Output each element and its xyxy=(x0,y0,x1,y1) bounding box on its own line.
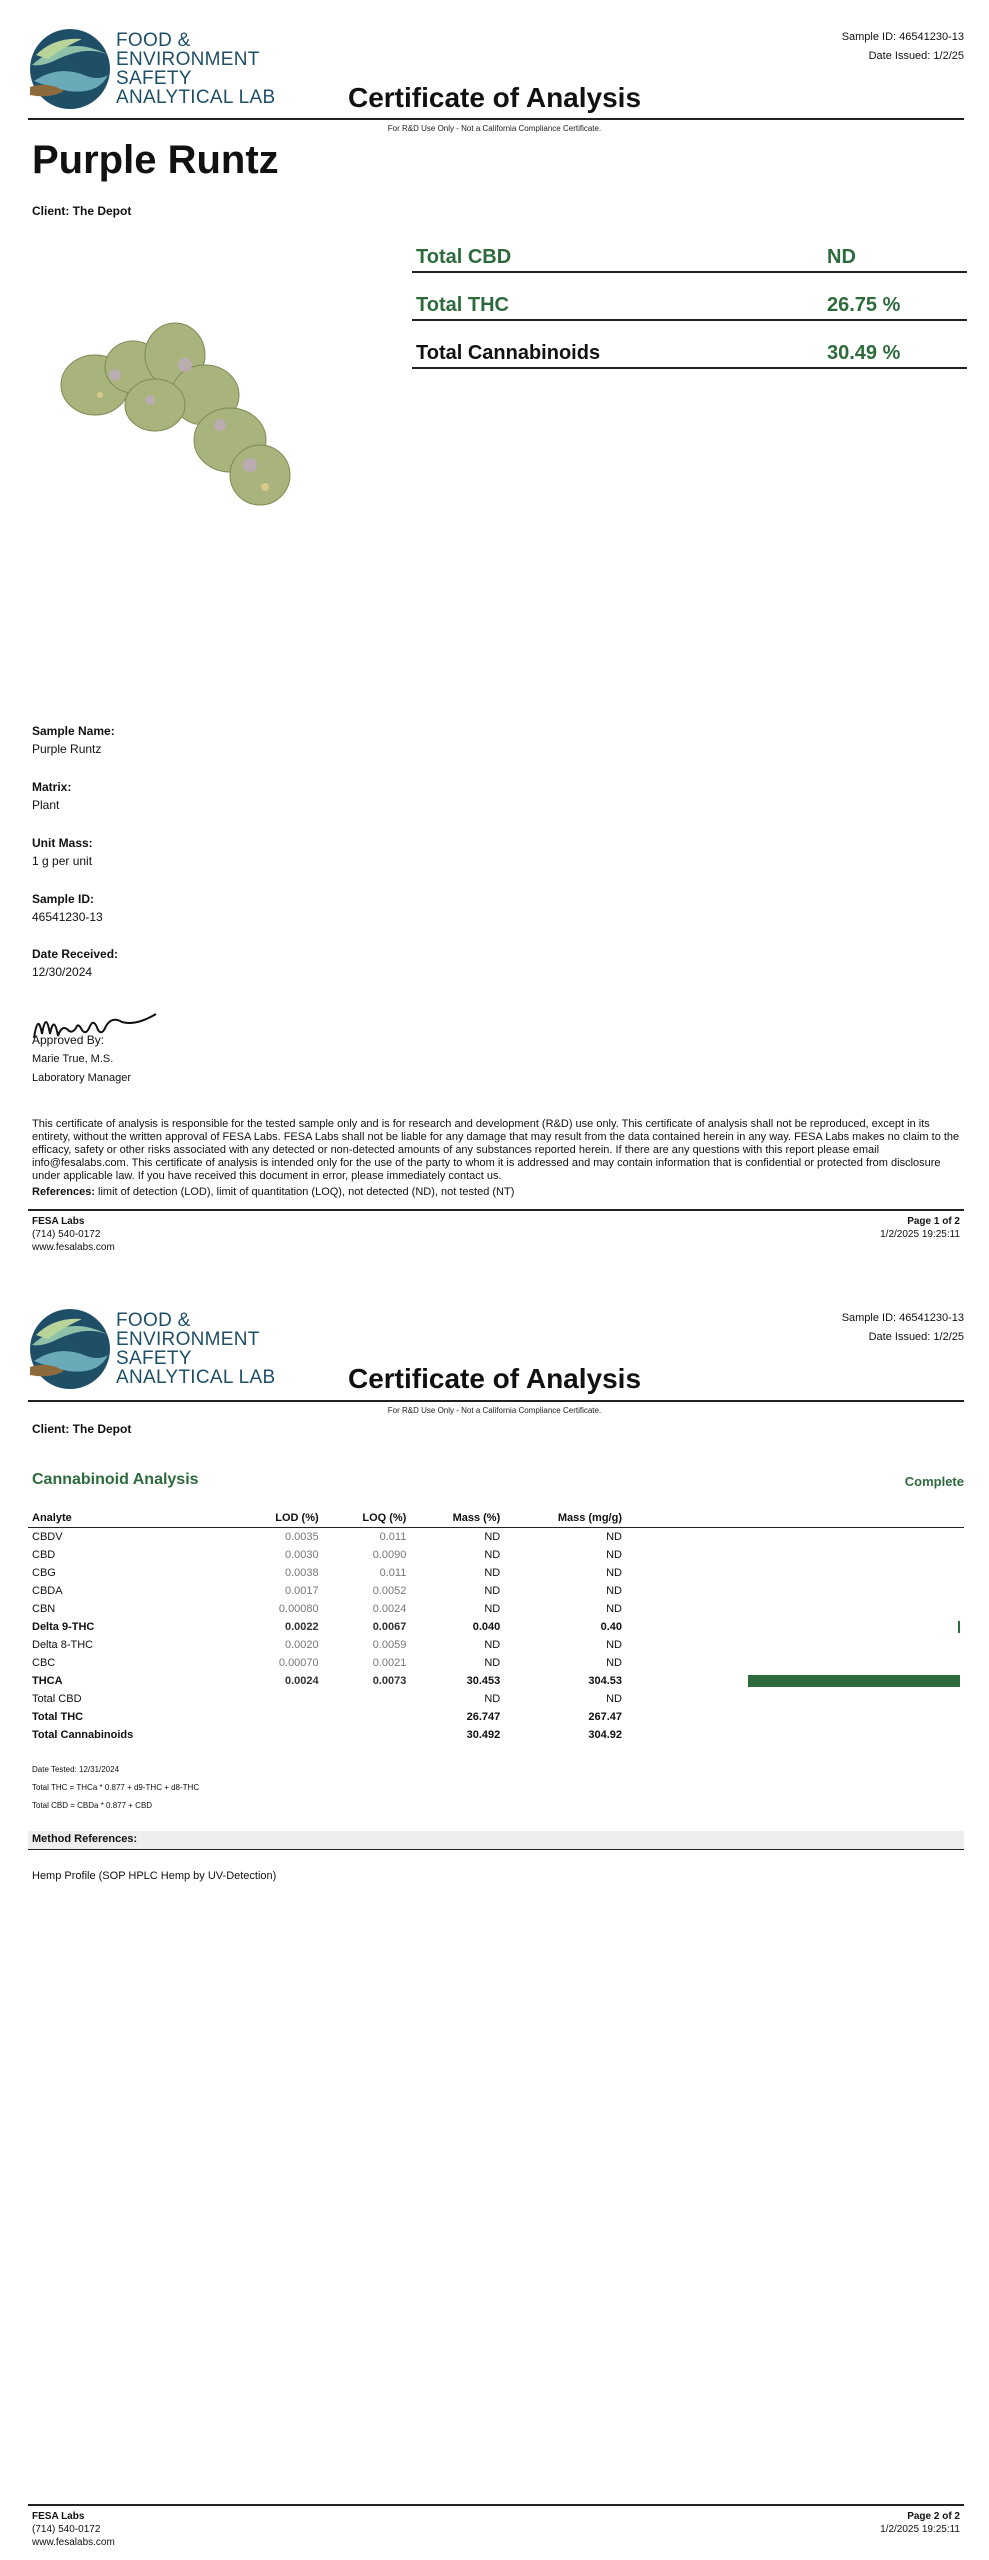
table-row xyxy=(28,1546,964,1564)
footer-lab-name: FESA Labs xyxy=(32,2511,85,2522)
sample-name-value: Purple Runtz xyxy=(32,742,102,756)
sample-name-label: Sample Name: xyxy=(32,724,115,738)
unit-mass-label: Unit Mass: xyxy=(32,836,93,850)
mass-bar-cell xyxy=(626,1636,964,1654)
lod-cell: 0.0020 xyxy=(285,1639,319,1651)
analyte-cell: Delta 8-THC xyxy=(32,1639,94,1651)
mass-bar-cell xyxy=(626,1528,964,1547)
analyte-cell: Total Cannabinoids xyxy=(32,1729,134,1741)
mass-mg-cell: ND xyxy=(606,1567,622,1579)
references-label: References: xyxy=(32,1186,95,1198)
loq-cell: 0.0090 xyxy=(372,1549,407,1561)
analyte-cell: CBC xyxy=(32,1657,56,1669)
table-row xyxy=(28,1528,964,1547)
mass-pct-cell: ND xyxy=(484,1549,501,1561)
mass-mg-cell: ND xyxy=(606,1693,622,1705)
analyte-cell: CBDV xyxy=(32,1531,63,1543)
total-thc-value: 26.75 % xyxy=(827,294,901,316)
cannabinoid-table xyxy=(28,1509,964,1744)
mass-mg-cell: 304.92 xyxy=(588,1729,622,1741)
mass-pct-cell: ND xyxy=(484,1585,501,1597)
mass-pct-cell: 30.492 xyxy=(466,1729,501,1741)
loq-cell: 0.011 xyxy=(379,1531,407,1543)
analysis-status: Complete xyxy=(904,1474,964,1489)
mass-mg-cell: ND xyxy=(606,1657,622,1669)
footer-phone: (714) 540-0172 xyxy=(32,2524,101,2535)
total-cannabinoids-value: 30.49 % xyxy=(827,342,901,364)
date-tested: Date Tested: 12/31/2024 xyxy=(32,1765,120,1774)
client-name: Client: The Depot xyxy=(32,204,132,218)
loq-cell: 0.0021 xyxy=(372,1657,407,1669)
lod-cell: 0.0035 xyxy=(285,1531,319,1543)
mass-pct-cell: 30.453 xyxy=(466,1675,501,1687)
table-row xyxy=(28,1726,964,1744)
col-mass-pct: Mass (%) xyxy=(410,1509,504,1528)
lod-cell: 0.0024 xyxy=(285,1675,319,1687)
page-number: Page 1 of 2 xyxy=(907,1216,960,1227)
mass-mg-cell: ND xyxy=(606,1639,622,1651)
lod-cell: 0.0017 xyxy=(285,1585,319,1597)
mass-mg-cell: ND xyxy=(606,1549,622,1561)
sample-id-value: 46541230-13 xyxy=(32,910,103,924)
mass-bar-cell xyxy=(626,1690,964,1708)
rnd-notice: For R&D Use Only - Not a California Compliance Certificate. xyxy=(387,1406,602,1415)
mass-bar-cell xyxy=(626,1600,964,1618)
mass-pct-cell: ND xyxy=(484,1603,501,1615)
mass-mg-cell: 267.47 xyxy=(588,1711,622,1723)
method-references-header xyxy=(28,1831,964,1850)
disclaimer-text: This certificate of analysis is responsible for the tested sample only and is for research and development (R&D) use only. This certificate of analysis shall not be reproduced, except in its entirety, without the written approval of FESA Labs. FESA Labs shall not be liable for any damage that may result from the data contained herein in any way. FESA Labs makes no claim to the efficacy, safety or other risks associated with any detected or non-detected amounts of any substances reported herein. If there are any questions with this report please email info@fesalabs.com. This certificate of analysis is intended only for the use of the party to whom it is addressed and may contain information that is confidential or protected from disclosure under applicable law. If you have received this document in error, please immediately contact us. xyxy=(32,1118,960,1182)
analyte-cell: THCA xyxy=(32,1675,63,1687)
analysis-title: Cannabinoid Analysis xyxy=(32,1471,199,1488)
loq-cell xyxy=(323,1708,411,1726)
mass-bar-cell xyxy=(626,1582,964,1600)
analyte-cell: CBG xyxy=(32,1567,56,1579)
loq-cell: 0.0052 xyxy=(372,1585,407,1597)
total-cbd-label: Total CBD xyxy=(416,246,512,268)
page-number: Page 2 of 2 xyxy=(907,2511,960,2522)
mass-pct-cell: 0.040 xyxy=(472,1621,501,1633)
mass-pct-cell: ND xyxy=(484,1531,501,1543)
client-name: Client: The Depot xyxy=(32,1422,132,1436)
mass-bar-cell xyxy=(626,1672,964,1690)
mass-mg-cell: ND xyxy=(606,1531,622,1543)
mass-bar xyxy=(748,1675,960,1687)
formula-total-cbd: Total CBD = CBDa * 0.877 + CBD xyxy=(32,1801,153,1810)
table-row xyxy=(28,1690,964,1708)
mass-mg-cell: ND xyxy=(606,1603,622,1615)
date-issued: Date Issued: 1/2/25 xyxy=(868,50,964,62)
analyte-cell: CBDA xyxy=(32,1585,63,1597)
logo-wordmark: FOOD & ENVIRONMENT SAFETY ANALYTICAL LAB xyxy=(116,1310,276,1388)
table-header-row xyxy=(28,1509,964,1528)
mass-mg-cell: 304.53 xyxy=(588,1675,622,1687)
analyte-cell: Total CBD xyxy=(32,1693,82,1705)
mass-bar xyxy=(958,1621,960,1633)
header-divider xyxy=(28,1400,964,1402)
date-received-label: Date Received: xyxy=(32,947,119,961)
mass-bar-cell xyxy=(626,1618,964,1636)
formula-total-thc: Total THC = THCa * 0.877 + d9-THC + d8-THC xyxy=(32,1783,200,1792)
matrix-value: Plant xyxy=(32,798,60,812)
footer-timestamp: 1/2/2025 19:25:11 xyxy=(880,1229,960,1240)
mass-bar-cell xyxy=(626,1564,964,1582)
lod-cell xyxy=(236,1726,323,1744)
total-cbd-value: ND xyxy=(827,246,856,268)
lod-cell xyxy=(236,1690,323,1708)
analyte-cell: Delta 9-THC xyxy=(32,1621,95,1633)
table-row xyxy=(28,1564,964,1582)
mass-pct-cell: ND xyxy=(484,1657,501,1669)
mass-mg-cell: ND xyxy=(606,1585,622,1597)
mass-bar-cell xyxy=(626,1654,964,1672)
lod-cell xyxy=(236,1708,323,1726)
lod-cell: 0.00080 xyxy=(278,1603,319,1615)
date-received-value: 12/30/2024 xyxy=(32,965,93,979)
sample-id-label: Sample ID: xyxy=(32,892,95,906)
col-bar xyxy=(626,1509,964,1528)
table-body xyxy=(28,1528,964,1745)
table-row xyxy=(28,1672,964,1690)
table-row xyxy=(28,1600,964,1618)
mass-mg-cell: 0.40 xyxy=(600,1621,622,1633)
rnd-notice: For R&D Use Only - Not a California Compliance Certificate. xyxy=(387,124,602,133)
col-analyte: Analyte xyxy=(28,1509,236,1528)
analyte-cell: Total THC xyxy=(32,1711,84,1723)
lod-cell: 0.0030 xyxy=(285,1549,319,1561)
approver-role: Laboratory Manager xyxy=(32,1072,132,1084)
table-row xyxy=(28,1618,964,1636)
mass-bar-cell xyxy=(626,1708,964,1726)
approved-by-label: Approved By: xyxy=(32,1033,105,1047)
table-row xyxy=(28,1636,964,1654)
approver-name: Marie True, M.S. xyxy=(32,1053,114,1065)
table-row xyxy=(28,1654,964,1672)
logo-wordmark: FOOD & ENVIRONMENT SAFETY ANALYTICAL LAB xyxy=(116,30,276,108)
loq-cell: 0.0073 xyxy=(372,1675,407,1687)
footer-timestamp: 1/2/2025 19:25:11 xyxy=(880,2524,960,2535)
sample-id-header: Sample ID: 46541230-13 xyxy=(841,1312,964,1324)
loq-cell: 0.0024 xyxy=(372,1603,407,1615)
lod-cell: 0.00070 xyxy=(278,1657,319,1669)
sample-id-header: Sample ID: 46541230-13 xyxy=(841,31,964,43)
loq-cell: 0.0067 xyxy=(372,1621,407,1633)
loq-cell xyxy=(323,1726,411,1744)
footer-phone: (714) 540-0172 xyxy=(32,1229,101,1240)
mass-pct-cell: ND xyxy=(484,1639,501,1651)
footer-lab-name: FESA Labs xyxy=(32,1216,85,1227)
unit-mass-value: 1 g per unit xyxy=(32,854,93,868)
lod-cell: 0.0022 xyxy=(285,1621,319,1633)
lod-cell: 0.0038 xyxy=(285,1567,319,1579)
analyte-cell: CBD xyxy=(32,1549,56,1561)
total-cannabinoids-label: Total Cannabinoids xyxy=(416,342,601,364)
total-thc-label: Total THC xyxy=(416,294,509,316)
footer-page-2 xyxy=(28,2504,964,2556)
footer-website[interactable]: www.fesalabs.com xyxy=(32,1242,115,1253)
col-lod: LOD (%) xyxy=(236,1509,323,1528)
mass-pct-cell: ND xyxy=(484,1567,501,1579)
col-mass-mg: Mass (mg/g) xyxy=(504,1509,626,1528)
references-text: limit of detection (LOD), limit of quantitation (LOQ), not detected (ND), not tested (NT) xyxy=(94,1186,515,1198)
loq-cell: 0.0059 xyxy=(372,1639,407,1651)
loq-cell: 0.011 xyxy=(379,1567,407,1579)
footer-website[interactable]: www.fesalabs.com xyxy=(32,2537,115,2548)
loq-cell xyxy=(323,1690,411,1708)
page-title: Certificate of Analysis xyxy=(347,1363,642,1394)
mass-bar-cell xyxy=(626,1546,964,1564)
header-meta xyxy=(842,1309,964,1347)
method-reference: Hemp Profile (SOP HPLC Hemp by UV-Detection) xyxy=(32,1870,277,1882)
method-references-label: Method References: xyxy=(32,1833,138,1845)
page-title: Certificate of Analysis xyxy=(347,82,642,113)
mass-bar-cell xyxy=(626,1726,964,1744)
mass-pct-cell: 26.747 xyxy=(466,1711,501,1723)
analyte-cell: CBN xyxy=(32,1603,56,1615)
matrix-label: Matrix: xyxy=(32,780,72,794)
col-loq: LOQ (%) xyxy=(323,1509,411,1528)
table-row xyxy=(28,1582,964,1600)
product-name: Purple Runtz xyxy=(32,138,279,182)
table-row xyxy=(28,1708,964,1726)
mass-pct-cell: ND xyxy=(484,1693,501,1705)
date-issued: Date Issued: 1/2/25 xyxy=(868,1331,964,1343)
